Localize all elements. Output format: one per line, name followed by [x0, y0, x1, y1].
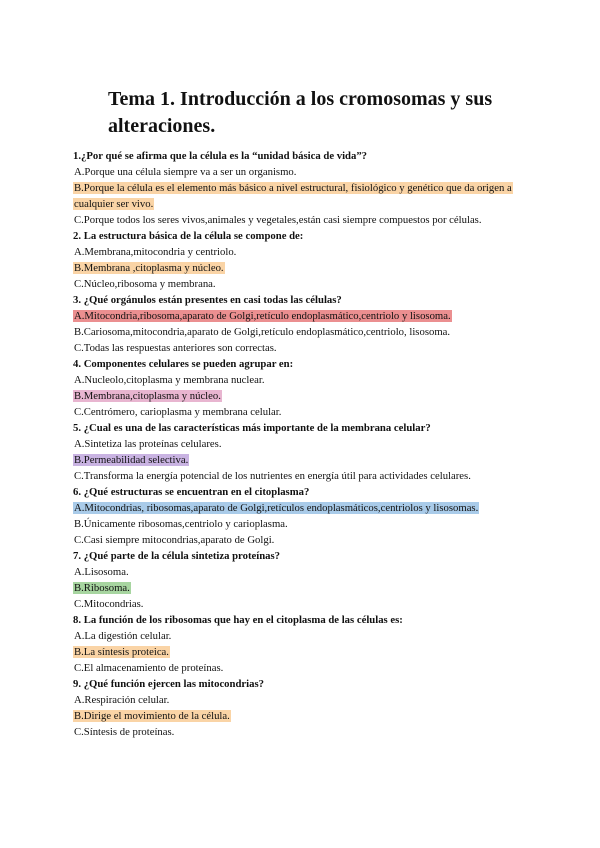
highlighted-answer-option [73, 500, 533, 516]
answer-option [73, 324, 533, 340]
answer-option [73, 724, 533, 740]
answer-option-text: C.Síntesis de proteínas. [74, 726, 175, 738]
answer-option-text: B.Permeabilidad selectiva. [74, 454, 189, 466]
answer-option-text: C.Centrómero, carioplasma y membrana celular. [74, 406, 282, 418]
answer-option [73, 340, 533, 356]
answer-option [73, 692, 533, 708]
question-list [73, 148, 533, 740]
question-text: 9. ¿Qué función ejercen las mitocondrias? [73, 678, 264, 690]
highlighted-answer-option [73, 308, 533, 324]
highlighted-answer-option [73, 644, 533, 660]
question-block [73, 228, 533, 292]
question-text: 4. Componentes celulares se pueden agrupar en: [73, 358, 294, 370]
answer-option-text: C.Mitocondrias. [74, 598, 144, 610]
answer-option-text: B.Membrana ,citoplasma y núcleo. [74, 262, 224, 274]
answer-option-text: B.La síntesis proteica. [74, 646, 169, 658]
question-text: 1.¿Por qué se afirma que la célula es la “unidad básica de vida”? [73, 150, 368, 162]
answer-option [73, 404, 533, 420]
answer-option-text: B.Únicamente ribosomas,centriolo y carioplasma. [74, 518, 288, 530]
document-title: Tema 1. Introducción a los cromosomas y sus alteraciones. [108, 88, 493, 137]
answer-option-text: C.Transforma la energía potencial de los nutrientes en energía útil para actividades celulares. [74, 470, 471, 482]
answer-option [73, 660, 533, 676]
answer-option [73, 564, 533, 580]
answer-option-text: C.Núcleo,ribosoma y membrana. [74, 278, 216, 290]
answer-option-text: B.Ribosoma. [74, 582, 130, 594]
answer-option-text: A.Respiración celular. [74, 694, 170, 706]
answer-option-text: B.Cariosoma,mitocondria,aparato de Golgi,retículo endoplasmático,centriolo, lisosoma. [74, 326, 451, 338]
answer-option-text: C.Todas las respuestas anteriores son correctas. [74, 342, 277, 354]
answer-option [73, 164, 533, 180]
question-block [73, 292, 533, 356]
answer-option [73, 628, 533, 644]
question-text: 7. ¿Qué parte de la célula sintetiza proteínas? [73, 550, 281, 562]
answer-option-text: C.Porque todos los seres vivos,animales y vegetales,están casi siempre compuestos por células. [74, 214, 482, 226]
question-text: 5. ¿Cual es una de las características más importante de la membrana celular? [73, 422, 431, 434]
highlighted-answer-option [73, 708, 533, 724]
highlighted-answer-option [73, 452, 533, 468]
answer-option [73, 436, 533, 452]
answer-option-text: C.Casi siempre mitocondrias,aparato de Golgi. [74, 534, 275, 546]
answer-option [73, 516, 533, 532]
answer-option [73, 372, 533, 388]
answer-option [73, 532, 533, 548]
question-text: 2. La estructura básica de la célula se compone de: [73, 230, 304, 242]
question-block [73, 676, 533, 740]
answer-option-text: B.Dirige el movimiento de la célula. [74, 710, 230, 722]
highlighted-answer-option [73, 180, 533, 212]
answer-option [73, 596, 533, 612]
answer-option-text: A.Mitocondria,ribosoma,aparato de Golgi,retículo endoplasmático,centriolo y lisosoma. [74, 310, 451, 322]
question-block [73, 484, 533, 548]
question-block [73, 420, 533, 484]
answer-option-text: C.El almacenamiento de proteínas. [74, 662, 224, 674]
question-block [73, 612, 533, 676]
answer-option-text: A.Nucleolo,citoplasma y membrana nuclear. [74, 374, 265, 386]
question-block [73, 148, 533, 228]
question-block [73, 548, 533, 612]
answer-option [73, 212, 533, 228]
question-text: 6. ¿Qué estructuras se encuentran en el citoplasma? [73, 486, 310, 498]
answer-option-text: A.La digestión celular. [74, 630, 172, 642]
answer-option [73, 244, 533, 260]
answer-option-text: A.Porque una célula siempre va a ser un organismo. [74, 166, 297, 178]
answer-option-text: A.Lisosoma. [74, 566, 129, 578]
highlighted-answer-option [73, 388, 533, 404]
question-text: 8. La función de los ribosomas que hay en el citoplasma de las células es: [73, 614, 403, 626]
question-text: 3. ¿Qué orgánulos están presentes en casi todas las células? [73, 294, 342, 306]
answer-option-text: A.Sintetiza las proteínas celulares. [74, 438, 222, 450]
answer-option [73, 468, 533, 484]
answer-option-text: B.Membrana,citoplasma y núcleo. [74, 390, 221, 402]
answer-option-text: B.Porque la célula es el elemento más básico a nivel estructural, fisiológico y genético que da origen a cualquier ser vivo. [74, 182, 512, 210]
question-block [73, 356, 533, 420]
answer-option [73, 276, 533, 292]
answer-option-text: A.Membrana,mitocondria y centriolo. [74, 246, 237, 258]
highlighted-answer-option [73, 260, 533, 276]
highlighted-answer-option [73, 580, 533, 596]
answer-option-text: A.Mitocondrias, ribosomas,aparato de Golgi,retículos endoplasmáticos,centriolos y lisosomas. [74, 502, 479, 514]
